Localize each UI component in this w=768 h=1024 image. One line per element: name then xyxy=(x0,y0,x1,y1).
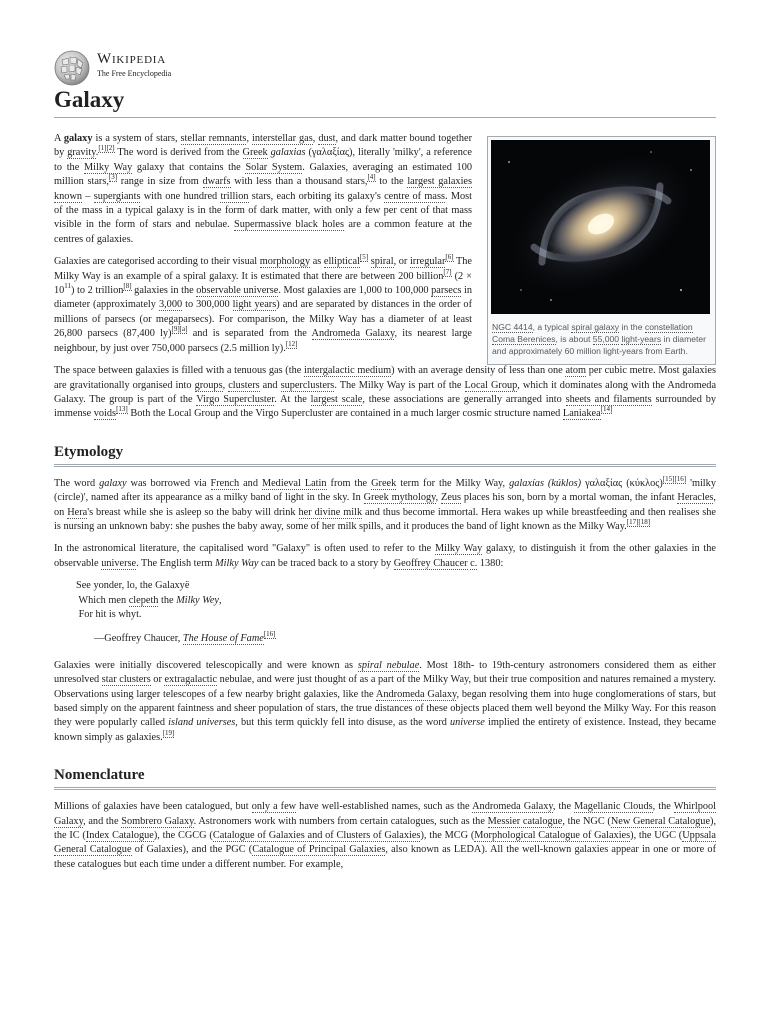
quotation-poem xyxy=(76,579,716,622)
citation[interactable]: [16] xyxy=(263,630,276,639)
link[interactable]: gravity xyxy=(67,147,96,159)
link[interactable]: dust xyxy=(318,133,336,144)
link[interactable]: Local Group xyxy=(464,379,518,391)
link[interactable]: Index Catalogue xyxy=(85,830,154,842)
link[interactable]: c. xyxy=(470,557,478,569)
etymology-paragraph-1: The word galaxy was borrowed via French and Medieval Latin from the Greek term for the Milky Way, galaxías (kúklos) γαλαξίας (κύκλος)[15][16] 'milky (circle)', named after its appearance as a milky band of light in the sky. In Greek mythology, Zeus places his son, born by a mortal woman, the infant Heracles, on Hera's breast while she is asleep so the baby will drink her divine milk and thus become immortal. Hera wakes up while breastfeeding and then realises she is nursing an unknown baby: she pushes the baby away, some of her milk spills, and it produces the band of light known as the Milky Way.[17][18] xyxy=(54,474,716,532)
link[interactable]: Andromeda Galaxy xyxy=(311,328,395,340)
link[interactable]: Medieval Latin xyxy=(261,477,327,489)
link[interactable]: irregular xyxy=(409,256,446,268)
poem-line: For hit is whyt. xyxy=(76,608,142,620)
citation[interactable]: [7] xyxy=(443,267,452,276)
link[interactable]: 3,000 xyxy=(158,299,183,311)
wikipedia-globe-icon[interactable] xyxy=(54,50,90,86)
citation[interactable]: [5] xyxy=(359,253,369,262)
citation[interactable]: [12] xyxy=(285,339,298,348)
quotation-attribution: —Geoffrey Chaucer, The House of Fame[16] xyxy=(94,630,276,645)
link-coma-berenices[interactable]: Coma Berenices xyxy=(492,334,556,345)
section-heading-etymology: Etymology xyxy=(54,442,716,467)
link[interactable]: Supermassive black holes xyxy=(233,219,344,231)
link[interactable]: Milky Way xyxy=(83,161,133,173)
link[interactable]: observable universe xyxy=(196,285,279,297)
link[interactable]: Andromeda Galaxy xyxy=(375,688,457,700)
link[interactable]: Magellanic Clouds xyxy=(574,801,653,813)
link[interactable]: her divine milk xyxy=(298,506,363,518)
link-light-years[interactable]: light-years xyxy=(621,334,662,345)
link[interactable]: Whirlpool Galaxy xyxy=(54,801,717,827)
citation[interactable]: [14] xyxy=(600,405,613,414)
citation[interactable]: [15][16] xyxy=(662,474,687,483)
article-page xyxy=(54,48,716,880)
citation[interactable]: [19] xyxy=(162,728,175,737)
nomenclature-paragraph-1: Millions of galaxies have been catalogued, but only a few have well-established names, such as the Andromeda Galaxy, the Magellanic Clouds, the Whirlpool Galaxy, and the Sombrero Galaxy. Astronomers work with numbers from certain catalogues, such as the Messier catalogue, the NGC (New General Catalogue), the IC (Index Catalogue), the CGCG (Catalogue of Galaxies and of Clusters of Galaxies), the MCG (Morphological Catalogue of Galaxies), the UGC (Uppsala General Catalogue of Galaxies), and the PGC (Catalogue of Principal Galaxies, also known as LEDA). All the well-known galaxies appear in one or more of these catalogues but each time under a different number. For example, xyxy=(54,801,717,870)
link[interactable]: supergiants xyxy=(93,190,141,202)
citation[interactable]: [6] xyxy=(445,253,454,262)
citation[interactable]: [3] xyxy=(108,173,118,182)
link[interactable]: Greek xyxy=(371,477,397,489)
lead-section xyxy=(54,132,716,356)
citation[interactable]: [17][18] xyxy=(626,517,651,526)
link[interactable]: spiral xyxy=(370,256,394,268)
poem-line: Which men clepeth the Milky Wey, xyxy=(76,594,222,606)
lead-paragraph-3: The space between galaxies is filled with a tenuous gas (the intergalactic medium) with an average density of less than one atom per cubic metre. Most galaxies are gravitationally organised into groups, clusters and superclusters. The Milky Way is part of the Local Group, which it dominates along with the Andromeda Galaxy. The group is part of the Virgo Supercluster. At the largest scale, these associations are generally arranged into sheets and filaments surrounded by immense voids[13] Both the Local Group and the Virgo Supercluster are contained in a much larger cosmic structure named Laniakea[14] xyxy=(54,365,717,420)
link[interactable]: Catalogue of Principal Galaxies xyxy=(252,844,386,856)
link[interactable]: largest galaxies known xyxy=(54,176,473,202)
poem-line: See yonder, lo, the Galaxyë xyxy=(76,580,190,592)
link[interactable]: sheets and filaments xyxy=(565,393,652,405)
link[interactable]: Messier catalogue xyxy=(487,815,563,827)
lead-paragraph-2: Galaxies are categorised according to their visual morphology as elliptical[5] spiral, or irregular[6] The Milky Way is an example of a spiral galaxy. It is estimated that there are between 200 billion[7] $(2 \times 10^{11})$ to 2 trillion[8] galaxies in the observable universe. Most galaxies are 1,000 to 100,000 parsecs in diameter (approximately 3,000 to 300,000 light years) and are separated by distances in the order of millions of parsecs (or megaparsecs). For comparison, the Milky Way has a diameter of at least 26,800 parsecs (87,400 ly)[9][a] and is separated from the Andromeda Galaxy, its nearest large neighbour, by just over 750,000 parsecs (2.5 million ly).[12] xyxy=(54,253,473,354)
infobox xyxy=(487,136,716,365)
link-spiral-galaxy[interactable]: spiral galaxy xyxy=(571,322,620,333)
link[interactable]: Heracles xyxy=(677,492,714,504)
link[interactable]: superclusters xyxy=(280,379,335,391)
link[interactable]: Morphological Catalogue of Galaxies xyxy=(474,830,631,842)
link[interactable]: voids xyxy=(93,408,117,420)
link[interactable]: only a few xyxy=(251,801,297,813)
section-heading-nomenclature: Nomenclature xyxy=(54,765,716,790)
link-constellation[interactable]: constellation xyxy=(644,322,693,333)
link[interactable]: dwarfs xyxy=(202,176,231,188)
lead-paragraph-1: A galaxy is a system of stars, stellar remnants, interstellar gas, dust, and dark matter bound together by gravity.[1][2] The word is derived from the Greek galaxias (γαλαξίας), literally 'milky', a reference to the Milky Way galaxy that contains the Solar System. Galaxies, averaging an estimated 100 million stars,[3] range in size from dwarfs with less than a thousand stars,[4] to the largest galaxies known – supergiants with one hundred trillion stars, each orbiting its galaxy's centre of mass. Most of the mass in a typical galaxy is in the form of dark matter, with only a few per cent of that mass visible in the form of stars and nebulae. Supermassive black holes are a common feature at the centres of galaxies. xyxy=(54,133,473,245)
link[interactable]: Andromeda Galaxy xyxy=(472,801,553,813)
link[interactable]: extragalactic xyxy=(164,674,218,686)
link[interactable]: elliptical xyxy=(323,256,360,268)
infobox-caption: NGC 4414, a typical spiral galaxy in the constellation Coma Berenices, is about 55,000 light-years in diameter and approximately 60 million light-years from Earth. xyxy=(492,322,707,357)
link[interactable]: The House of Fame xyxy=(182,633,264,645)
link[interactable]: Uppsala General Catalogue xyxy=(54,830,716,856)
link[interactable]: Zeus xyxy=(441,492,462,504)
link[interactable]: Geoffrey Chaucer xyxy=(393,557,468,569)
link-ngc-4414[interactable]: NGC 4414 xyxy=(492,322,533,333)
link[interactable]: largest scale xyxy=(310,393,363,405)
site-header xyxy=(54,48,716,86)
citation[interactable]: [1][2] xyxy=(98,144,115,153)
etymology-paragraph-3: Galaxies were initially discovered telescopically and were known as spiral nebulae. Most 18th- to 19th-century astronomers considered them as either unresolved star clusters or extragalactic nebulae, and were just thought of as a part of the Milky Way, but their true composition and natures remained a mystery. Observations using larger telescopes of a few nearby bright galaxies, like the Andromeda Galaxy, began resolving them into huge conglomerations of stars, but based simply on the apparent faintness and sheer population of stars, the true distances of these objects placed them well beyond the Milky Way. For this reason they were popularly called island universes, but this term quickly fell into disuse, as the word universe implied the entirety of existence. Instead, they became known simply as galaxies.[19] xyxy=(54,659,717,743)
link[interactable]: atom xyxy=(565,365,587,377)
link[interactable]: New General Catalogue xyxy=(610,815,711,827)
link[interactable]: universe xyxy=(101,557,137,569)
citation[interactable]: [9][a] xyxy=(171,325,188,334)
link[interactable]: Catalogue of Galaxies and of Clusters of Galaxies xyxy=(212,830,421,842)
link[interactable]: morphology xyxy=(259,256,311,268)
citation[interactable]: [4] xyxy=(367,173,376,182)
citation[interactable]: [8] xyxy=(123,282,132,291)
link[interactable]: light years xyxy=(232,299,277,311)
link[interactable]: Solar System xyxy=(245,161,303,173)
link[interactable]: French xyxy=(210,477,240,489)
citation[interactable]: [13] xyxy=(116,405,128,414)
link[interactable]: trillion xyxy=(220,190,249,202)
link[interactable]: star clusters xyxy=(101,674,151,686)
etymology-paragraph-2: In the astronomical literature, the capitalised word "Galaxy" is often used to refer to the Milky Way galaxy, to distinguish it from the other galaxies in the observable universe. The English term Milky Way can be traced back to a story by Geoffrey Chaucer c. 1380: xyxy=(54,543,716,569)
link[interactable]: Sombrero Galaxy xyxy=(121,815,194,827)
link[interactable]: centre of mass xyxy=(384,190,445,202)
link[interactable]: Greek mythology xyxy=(363,492,436,504)
ngc-4414-galaxy-image[interactable] xyxy=(491,140,710,314)
link[interactable]: Greek xyxy=(242,147,268,159)
link[interactable]: Milky Way xyxy=(434,543,483,555)
link-55000[interactable]: 55,000 xyxy=(592,334,620,345)
link[interactable]: groups xyxy=(194,379,223,391)
link[interactable]: Virgo Supercluster xyxy=(196,393,275,405)
link[interactable]: stellar remnants xyxy=(180,133,247,144)
link[interactable]: interstellar gas xyxy=(252,133,313,144)
page-title: Galaxy xyxy=(54,86,716,118)
article-body xyxy=(54,132,716,872)
link[interactable]: Hera xyxy=(67,506,88,518)
link[interactable]: Laniakea xyxy=(562,408,601,420)
link[interactable]: spiral nebulae xyxy=(357,659,420,671)
wikipedia-tagline: The Free Encyclopedia xyxy=(97,69,172,78)
link[interactable]: clusters xyxy=(228,379,260,391)
link[interactable]: clepeth xyxy=(128,594,159,606)
link[interactable]: parsecs xyxy=(431,285,462,297)
wikipedia-wordmark[interactable]: Wikipedia xyxy=(97,51,167,67)
link[interactable]: intergalactic medium xyxy=(304,365,392,377)
